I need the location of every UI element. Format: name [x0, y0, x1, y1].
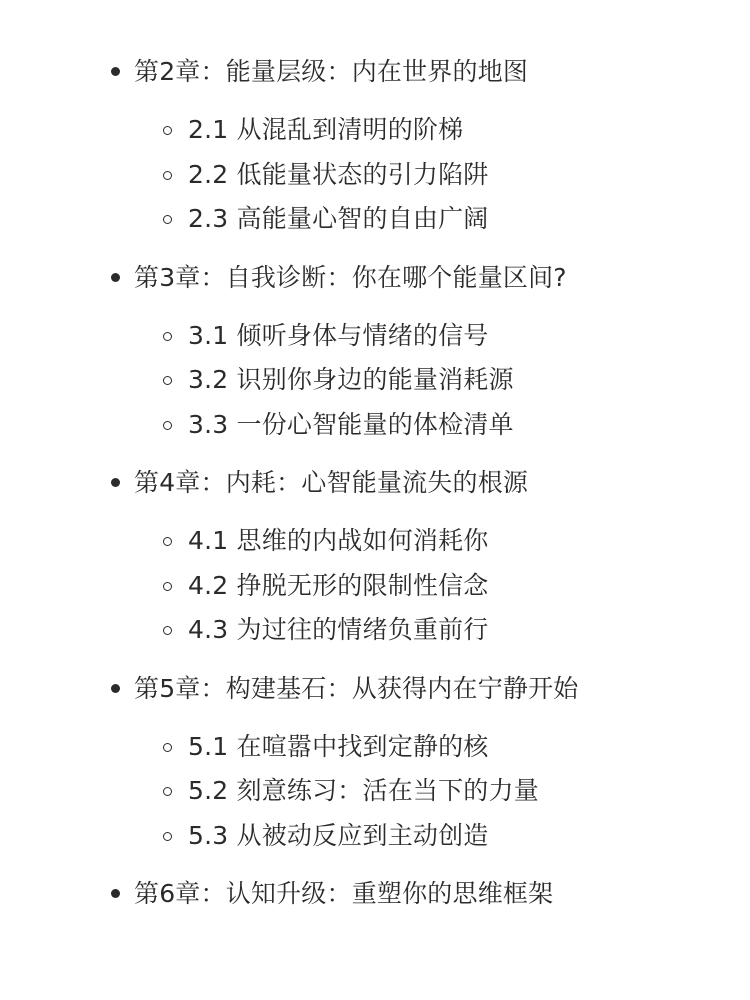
section-title: 3.3 一份心智能量的体检清单 [188, 409, 514, 439]
section-item [134, 108, 750, 153]
chapter-title: 第4章：内耗：心智能量流失的根源 [134, 468, 529, 497]
section-item [134, 153, 750, 198]
hollow-bullet-icon [163, 421, 172, 430]
hollow-bullet-icon [163, 743, 172, 752]
chapter-item [0, 461, 750, 653]
section-list [134, 108, 750, 242]
chapter-item [0, 667, 750, 859]
hollow-bullet-icon [163, 582, 172, 591]
hollow-bullet-icon [163, 126, 172, 135]
section-item [134, 725, 750, 770]
section-title: 3.2 识别你身边的能量消耗源 [188, 365, 514, 394]
section-title: 3.1 倾听身体与情绪的信号 [188, 320, 489, 350]
section-title: 2.2 低能量状态的引力陷阱 [188, 159, 489, 189]
section-title: 2.3 高能量心智的自由广阔 [188, 204, 489, 233]
hollow-bullet-icon [163, 626, 172, 635]
chapter-title: 第6章：认知升级：重塑你的思维框架 [134, 879, 554, 908]
filled-bullet-icon [111, 684, 120, 693]
section-title: 5.1 在喧嚣中找到定静的核 [188, 731, 489, 761]
section-list [134, 519, 750, 653]
section-title: 2.1 从混乱到清明的阶梯 [188, 115, 464, 144]
section-item [134, 403, 750, 448]
section-item [134, 769, 750, 814]
hollow-bullet-icon [163, 787, 172, 796]
hollow-bullet-icon [163, 376, 172, 385]
section-item [134, 814, 750, 859]
filled-bullet-icon [111, 889, 120, 898]
chapter-title: 第5章：构建基石：从获得内在宁静开始 [134, 673, 579, 703]
filled-bullet-icon [111, 478, 120, 487]
chapter-title: 第2章：能量层级：内在世界的地图 [134, 57, 529, 86]
section-title: 4.1 思维的内战如何消耗你 [188, 526, 489, 555]
section-title: 5.3 从被动反应到主动创造 [188, 820, 489, 850]
section-item [134, 519, 750, 564]
section-title: 5.2 刻意练习：活在当下的力量 [188, 776, 539, 805]
hollow-bullet-icon [163, 171, 172, 180]
section-item [134, 358, 750, 403]
filled-bullet-icon [111, 273, 120, 282]
chapter-item [0, 256, 750, 448]
filled-bullet-icon [111, 67, 120, 76]
section-title: 4.2 挣脱无形的限制性信念 [188, 570, 489, 600]
hollow-bullet-icon [163, 215, 172, 224]
chapter-title: 第3章：自我诊断：你在哪个能量区间? [134, 262, 567, 292]
section-list [134, 725, 750, 859]
section-item [134, 608, 750, 653]
section-item [134, 314, 750, 359]
section-title: 4.3 为过往的情绪负重前行 [188, 615, 489, 644]
table-of-contents [0, 50, 750, 916]
hollow-bullet-icon [163, 832, 172, 841]
hollow-bullet-icon [163, 332, 172, 341]
chapter-item [0, 872, 750, 916]
section-item [134, 564, 750, 609]
section-list [134, 314, 750, 448]
chapter-item [0, 50, 750, 242]
section-item [134, 197, 750, 242]
hollow-bullet-icon [163, 537, 172, 546]
